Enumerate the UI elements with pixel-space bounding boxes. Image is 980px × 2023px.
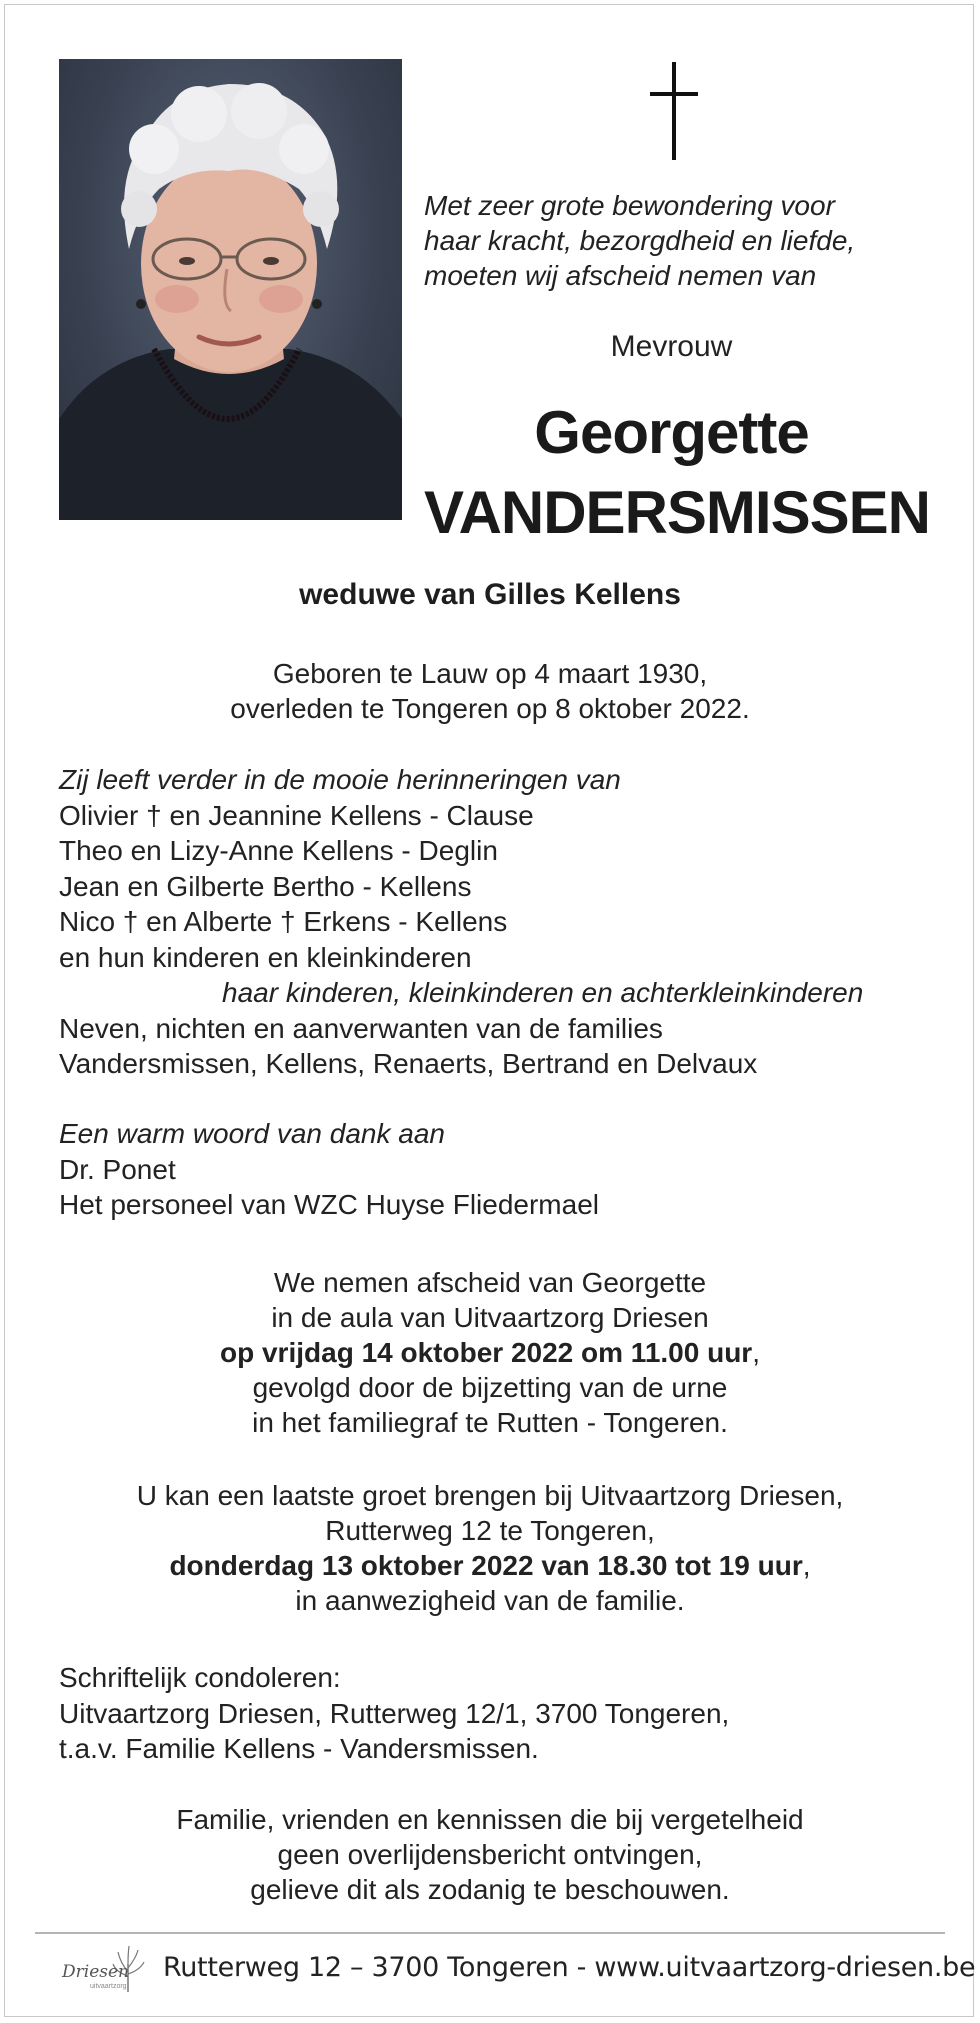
condolences-block bbox=[59, 1660, 959, 1767]
first-name: Georgette bbox=[534, 399, 809, 466]
condolences-line: t.a.v. Familie Kellens - Vandersmissen. bbox=[59, 1733, 539, 1764]
ceremony-date-suffix: , bbox=[752, 1337, 760, 1368]
thanks-line: Het personeel van WZC Huyse Fliedermael bbox=[59, 1189, 599, 1220]
widow-line: weduwe van Gilles Kellens bbox=[299, 578, 681, 611]
footer-divider bbox=[35, 1932, 945, 1934]
family-block bbox=[59, 762, 959, 1082]
visit-date-line bbox=[0, 1548, 980, 1583]
ceremony-date: op vrijdag 14 oktober 2022 om 11.00 uur bbox=[220, 1337, 753, 1368]
footer-address: Rutterweg 12 – 3700 Tongeren - www.uitvaartzorg-driesen.be bbox=[163, 1952, 976, 1983]
birth-line: Geboren te Lauw op 4 maart 1930, bbox=[272, 658, 708, 689]
ceremony-date-line bbox=[0, 1335, 980, 1370]
condolences-line: Uitvaartzorg Driesen, Rutterweg 12/1, 3700 Tongeren, bbox=[59, 1697, 730, 1729]
visit-line: Rutterweg 12 te Tongeren, bbox=[325, 1515, 655, 1546]
family-member: Theo en Lizy-Anne Kellens - Deglin bbox=[59, 835, 498, 866]
portrait-photo bbox=[59, 59, 402, 520]
ceremony-line: in het familiegraf te Rutten - Tongeren. bbox=[252, 1407, 728, 1438]
visit-date: donderdag 13 oktober 2022 van 18.30 tot 19 uur bbox=[169, 1550, 803, 1581]
last-name: VANDERSMISSEN bbox=[424, 479, 930, 546]
family-member: Olivier † en Jeannine Kellens - Clause bbox=[59, 799, 534, 831]
logo-wordmark: Driesen bbox=[62, 1962, 129, 1982]
relatives-line: Vandersmissen, Kellens, Renaerts, Bertrand en Delvaux bbox=[59, 1048, 758, 1079]
cross-icon bbox=[640, 62, 710, 162]
thanks-heading: Een warm woord van dank aan bbox=[59, 1118, 445, 1149]
visit-block bbox=[0, 1478, 980, 1618]
thanks-block bbox=[59, 1116, 959, 1223]
logo-subtitle: uitvaartzorg bbox=[90, 1983, 127, 1990]
family-heading: Zij leeft verder in de mooie herinneringen van bbox=[59, 764, 621, 795]
closing-line: gelieve dit als zodanig te beschouwen. bbox=[250, 1874, 730, 1905]
relatives-line: Neven, nichten en aanverwanten van de families bbox=[59, 1012, 663, 1044]
closing-block bbox=[0, 1802, 980, 1907]
visit-line: U kan een laatste groet brengen bij Uitvaartzorg Driesen, bbox=[136, 1480, 844, 1511]
condolences-line: Schriftelijk condoleren: bbox=[59, 1662, 341, 1693]
intro-text bbox=[424, 188, 944, 293]
family-member: Nico † en Alberte † Erkens - Kellens bbox=[59, 906, 508, 937]
closing-line: Familie, vrienden en kennissen die bij vergetelheid bbox=[176, 1804, 804, 1835]
birth-death-block bbox=[0, 656, 980, 726]
grandchildren-line: haar kinderen, kleinkinderen en achterkleinkinderen bbox=[222, 977, 864, 1008]
closing-line: geen overlijdensbericht ontvingen, bbox=[277, 1839, 703, 1870]
ceremony-line: gevolgd door de bijzetting van de urne bbox=[252, 1372, 728, 1403]
ceremony-line: We nemen afscheid van Georgette bbox=[273, 1267, 707, 1298]
family-member: Jean en Gilberte Bertho - Kellens bbox=[59, 870, 472, 902]
death-line: overleden te Tongeren op 8 oktober 2022. bbox=[230, 693, 750, 724]
ceremony-line: in de aula van Uitvaartzorg Driesen bbox=[271, 1302, 709, 1333]
intro-line: moeten wij afscheid nemen van bbox=[424, 260, 817, 291]
ceremony-block bbox=[0, 1265, 980, 1440]
visit-date-suffix: , bbox=[802, 1550, 811, 1581]
intro-line: haar kracht, bezorgdheid en liefde, bbox=[424, 225, 856, 256]
thanks-line: Dr. Ponet bbox=[59, 1153, 176, 1185]
honorific: Mevrouw bbox=[610, 330, 733, 363]
intro-line: Met zeer grote bewondering voor bbox=[424, 190, 835, 221]
visit-line: in aanwezigheid van de familie. bbox=[295, 1585, 685, 1616]
family-member: en hun kinderen en kleinkinderen bbox=[59, 941, 472, 973]
